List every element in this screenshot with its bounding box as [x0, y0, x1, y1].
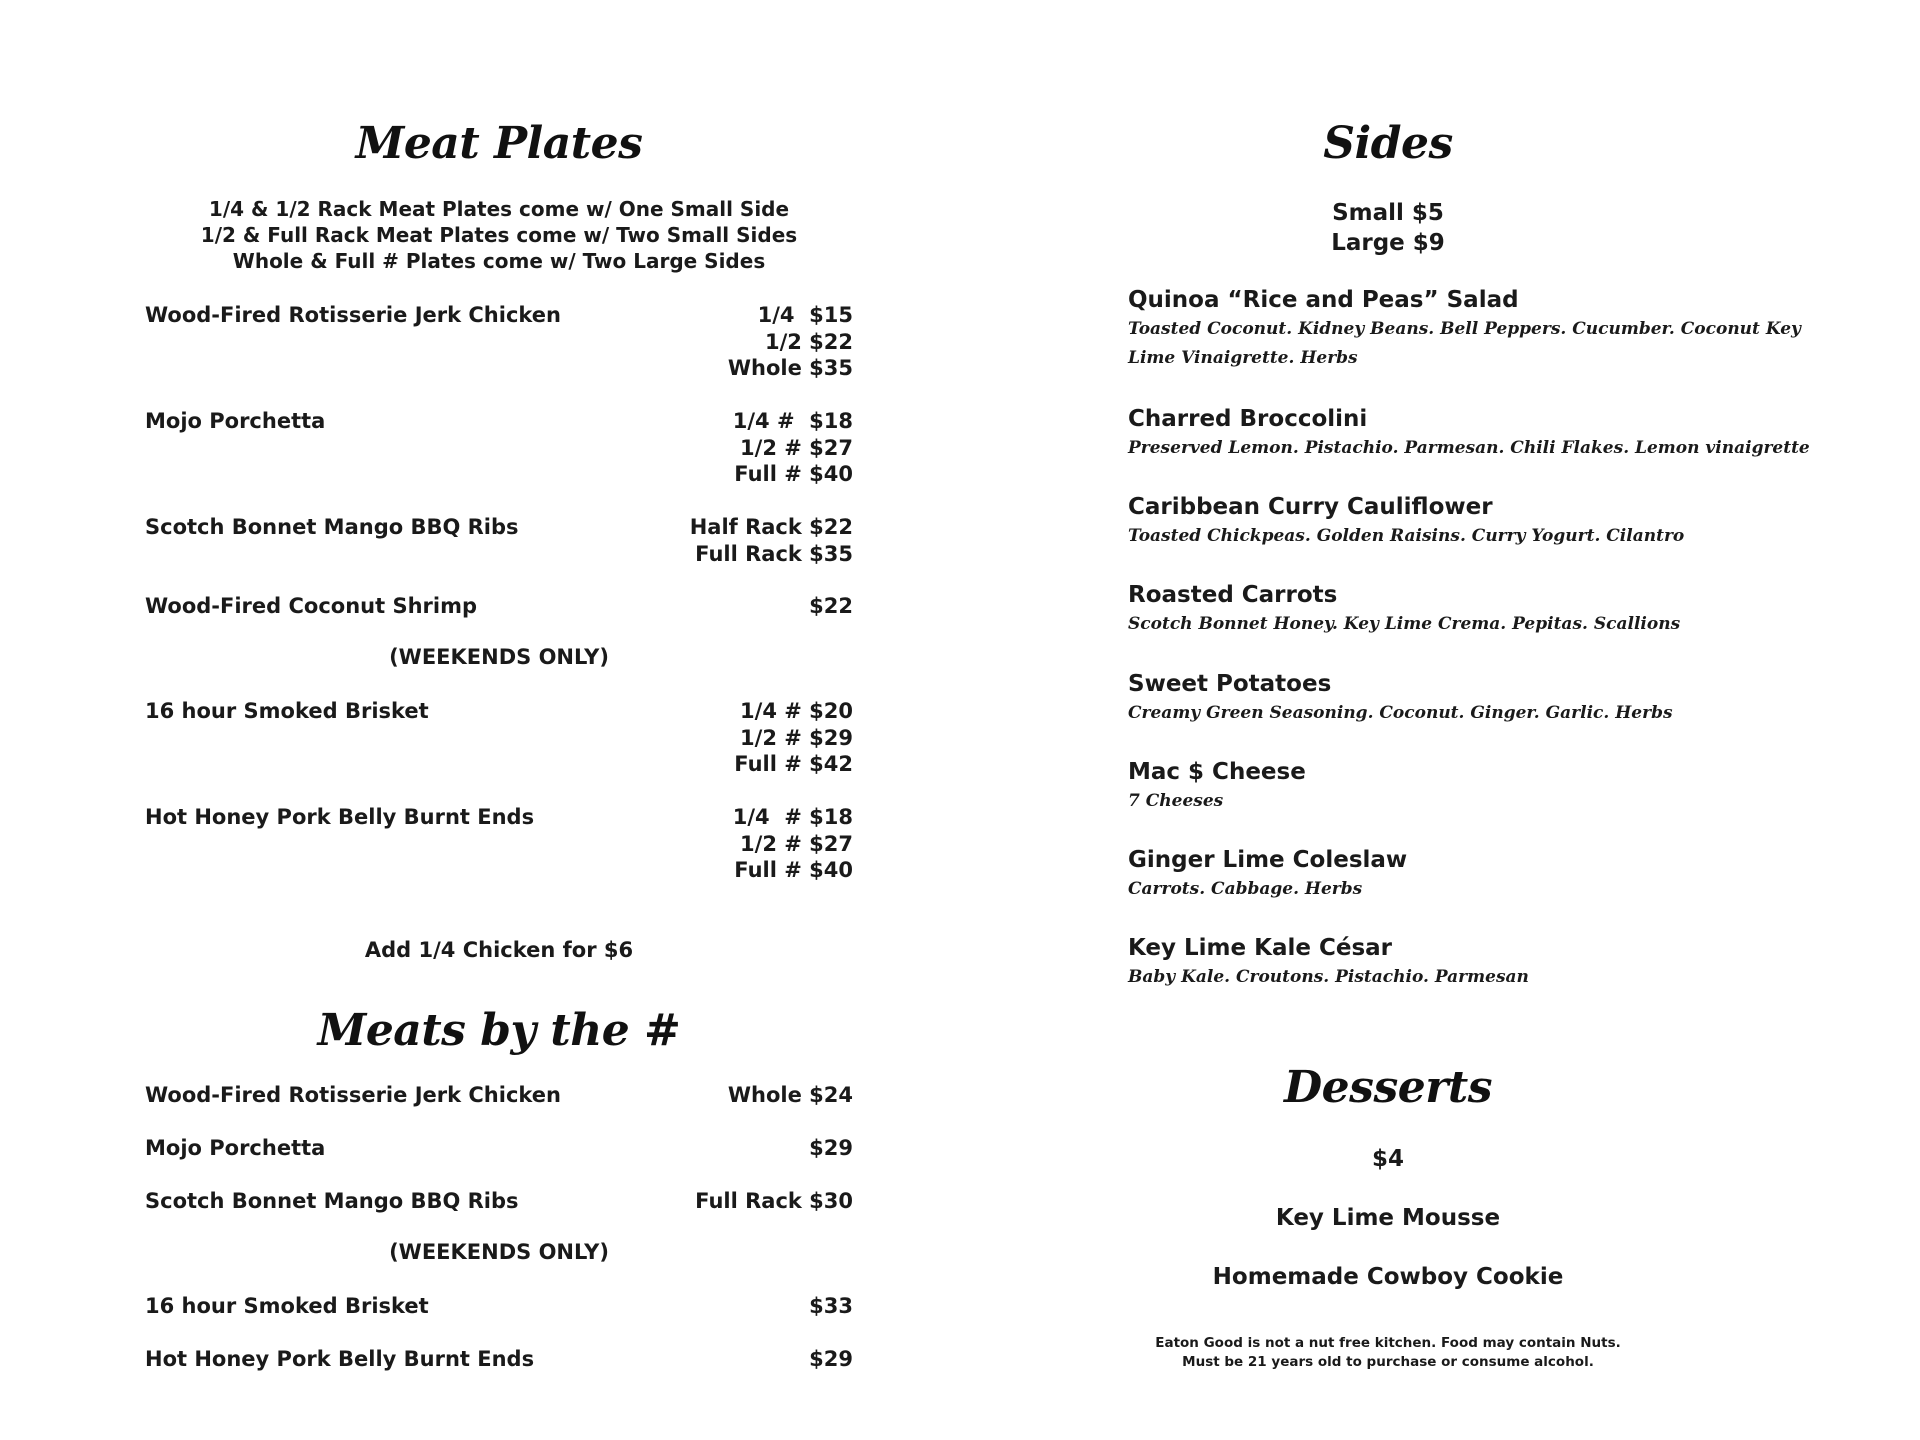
item-price: $29 [809, 1347, 853, 1371]
small-side-price: Small $5 [1332, 200, 1444, 226]
item-name: Scotch Bonnet Mango BBQ Ribs [145, 1189, 519, 1213]
item-name: Wood-Fired Rotisserie Jerk Chicken [145, 303, 561, 327]
side-item [1128, 404, 1828, 463]
item-prices [733, 408, 853, 488]
item-name: Wood-Fired Coconut Shrimp [145, 594, 478, 618]
price-line: $22 [809, 594, 853, 618]
item-prices [733, 804, 853, 884]
side-desc: Scotch Bonnet Honey. Key Lime Crema. Pepitas. Scallions [1128, 614, 1681, 634]
side-item [1128, 933, 1828, 992]
meat-plates-intro [145, 196, 853, 274]
item-price: Whole $24 [727, 1083, 853, 1107]
side-desc: Carrots. Cabbage. Herbs [1128, 879, 1363, 899]
item-name: Wood-Fired Rotisserie Jerk Chicken [145, 1083, 561, 1107]
dessert-item: Homemade Cowboy Cookie [1212, 1264, 1564, 1290]
price-line: Full # $40 [734, 462, 853, 486]
intro-line: 1/4 & 1/2 Rack Meat Plates come w/ One Small Side [208, 197, 790, 221]
side-item [1128, 669, 1828, 728]
meat-by-pound-item [145, 1188, 853, 1215]
side-desc: Toasted Coconut. Kidney Beans. Bell Peppers. Cucumber. Coconut Key Lime Vinaigrette. Herbs [1128, 319, 1801, 368]
price-line: Full # $40 [734, 858, 853, 882]
item-prices [728, 302, 853, 382]
price-line: 1/2 # $27 [740, 831, 853, 856]
side-name: Mac $ Cheese [1128, 759, 1306, 785]
side-item [1128, 492, 1828, 551]
price-line: 1/4 # $18 [732, 805, 853, 829]
side-name: Quinoa “Rice and Peas” Salad [1128, 287, 1519, 313]
meat-plate-item [145, 593, 853, 620]
side-desc: Toasted Chickpeas. Golden Raisins. Curry Yogurt. Cilantro [1128, 526, 1685, 546]
item-name: Hot Honey Pork Belly Burnt Ends [145, 1347, 535, 1371]
side-name: Roasted Carrots [1128, 582, 1338, 608]
weekends-only-label: (WEEKENDS ONLY) [389, 645, 609, 669]
side-item [1128, 285, 1828, 373]
side-desc: Preserved Lemon. Pistachio. Parmesan. Chili Flakes. Lemon vinaigrette [1128, 438, 1810, 458]
price-line: 1/4 $15 [757, 303, 853, 327]
meat-plates-title: Meat Plates [355, 118, 643, 169]
item-prices [690, 514, 853, 567]
allergy-notice [1128, 1334, 1648, 1372]
meats-by-pound-title: Meats by the # [317, 1005, 681, 1056]
price-line: 1/2 # $27 [740, 435, 853, 460]
large-side-price: Large $9 [1331, 230, 1445, 256]
price-line: 1/4 # $18 [732, 409, 853, 433]
price-line: Whole $35 [727, 356, 853, 380]
intro-line: Whole & Full # Plates come w/ Two Large Sides [232, 249, 766, 273]
intro-line: 1/2 & Full Rack Meat Plates come w/ Two Small Sides [200, 223, 798, 247]
price-line: 1/2 # $29 [740, 725, 853, 750]
price-line: Full # $42 [734, 752, 853, 776]
meat-plate-item [145, 408, 853, 488]
addon-note: Add 1/4 Chicken for $6 [364, 938, 634, 962]
dessert-price: $4 [1371, 1146, 1404, 1172]
dessert-item: Key Lime Mousse [1275, 1205, 1501, 1231]
item-name: Mojo Porchetta [145, 409, 326, 433]
price-line: Half Rack $22 [689, 515, 853, 539]
side-item [1128, 845, 1828, 904]
item-price: $33 [809, 1294, 853, 1318]
side-desc: Creamy Green Seasoning. Coconut. Ginger. Garlic. Herbs [1128, 703, 1673, 723]
meat-plate-item [145, 302, 853, 382]
price-line: 1/4 # $20 [740, 699, 853, 723]
meat-by-pound-item [145, 1135, 853, 1162]
weekends-only-label: (WEEKENDS ONLY) [389, 1240, 609, 1264]
item-price: Full Rack $30 [695, 1189, 853, 1213]
side-name: Caribbean Curry Cauliflower [1128, 494, 1493, 520]
meat-by-pound-item [145, 1346, 853, 1373]
price-line: Full Rack $35 [695, 541, 853, 566]
desserts-title: Desserts [1284, 1062, 1492, 1113]
item-name: Scotch Bonnet Mango BBQ Ribs [145, 515, 519, 539]
side-name: Ginger Lime Coleslaw [1128, 847, 1408, 873]
item-prices [809, 593, 853, 620]
item-name: Hot Honey Pork Belly Burnt Ends [145, 805, 535, 829]
item-price: $29 [809, 1136, 853, 1160]
side-item [1128, 580, 1828, 639]
side-desc: 7 Cheeses [1128, 791, 1224, 811]
meat-by-pound-item [145, 1082, 853, 1109]
price-line: 1/2 $22 [764, 329, 853, 354]
item-prices [734, 698, 853, 778]
meat-plate-item [145, 804, 853, 884]
sides-pricing [1128, 198, 1648, 258]
item-name: Mojo Porchetta [145, 1136, 326, 1160]
side-name: Key Lime Kale César [1128, 935, 1392, 961]
meat-plate-item [145, 698, 853, 778]
side-item [1128, 757, 1828, 816]
side-name: Charred Broccolini [1128, 406, 1368, 432]
meat-plate-item [145, 514, 853, 567]
sides-title: Sides [1323, 118, 1453, 169]
notice-line: Must be 21 years old to purchase or consume alcohol. [1182, 1354, 1594, 1370]
notice-line: Eaton Good is not a nut free kitchen. Food may contain Nuts. [1155, 1335, 1621, 1351]
item-name: 16 hour Smoked Brisket [145, 699, 429, 723]
item-name: 16 hour Smoked Brisket [145, 1294, 429, 1318]
meat-by-pound-item [145, 1293, 853, 1320]
side-desc: Baby Kale. Croutons. Pistachio. Parmesan [1128, 967, 1529, 987]
side-name: Sweet Potatoes [1128, 671, 1332, 697]
